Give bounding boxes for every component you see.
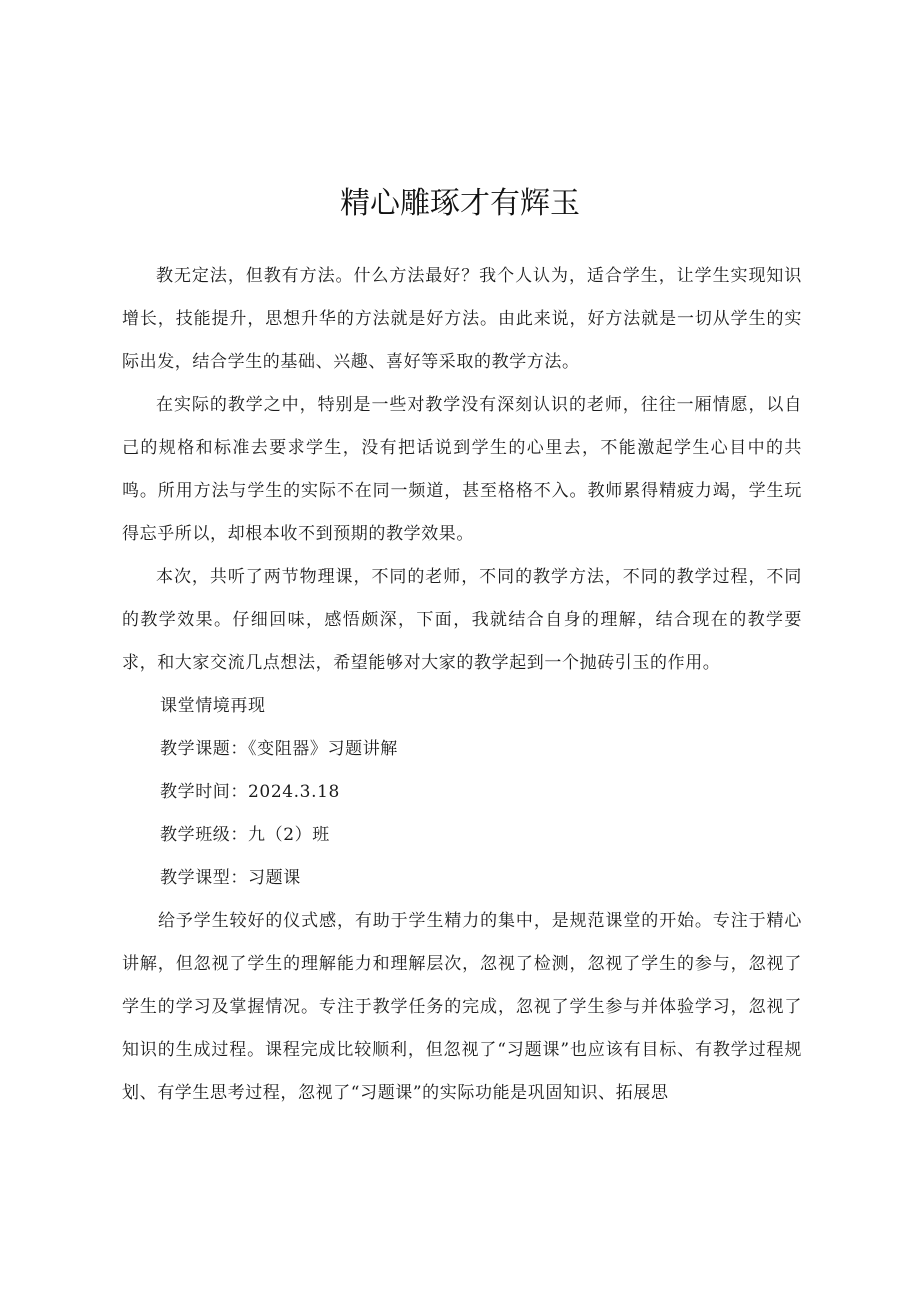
closing-paragraph: 给予学生较好的仪式感，有助于学生精力的集中，是规范课堂的开始。专注于精心讲解，但忽视了学生的理解能力和理解层次，忽视了检测，忽视了学生的参与，忽视了学生的学习及掌握情况。专注于教学任务的完成，忽视了学生参与并体验学习，忽视了知识的生成过程。课程完成比较顺利，但忽视了“习题课”也应该有目标、有教学过程规划、有学生思考过程，忽视了“习题课”的实际功能是巩固知识、拓展思 <box>122 911 802 1103</box>
paragraph-1: 教无定法，但教有方法。什么方法最好？我个人认为，适合学生，让学生实现知识增长，技能提升，思想升华的方法就是好方法。由此来说，好方法就是一切从学生的实际出发，结合学生的基础、兴趣、喜好等采取的教学方法。 <box>122 266 802 372</box>
section-heading: 课堂情境再现 <box>160 696 266 716</box>
info-line-class: 教学班级：九（2）班 <box>160 825 330 845</box>
paragraph-3: 本次，共听了两节物理课，不同的老师，不同的教学方法，不同的教学过程，不同的教学效果。仔细回味，感悟颇深，下面，我就结合自身的理解，结合现在的教学要求，和大家交流几点想法，希望能够对大家的教学起到一个抛砖引玉的作用。 <box>122 567 802 673</box>
info-line-type: 教学课型：习题课 <box>160 868 301 888</box>
info-line-date: 教学时间：2024.3.18 <box>160 782 340 802</box>
info-line-topic: 教学课题：《变阻器》习题讲解 <box>160 739 398 759</box>
paragraph-2: 在实际的教学之中，特别是一些对教学没有深刻认识的老师，往往一厢情愿，以自己的规格和标准去要求学生，没有把话说到学生的心里去，不能激起学生心目中的共鸣。所用方法与学生的实际不在同一频道，甚至格格不入。教师累得精疲力竭，学生玩得忘乎所以，却根本收不到预期的教学效果。 <box>122 395 802 544</box>
document-title: 精心雕琢才有辉玉 <box>340 186 580 221</box>
document-body <box>122 255 802 1115</box>
